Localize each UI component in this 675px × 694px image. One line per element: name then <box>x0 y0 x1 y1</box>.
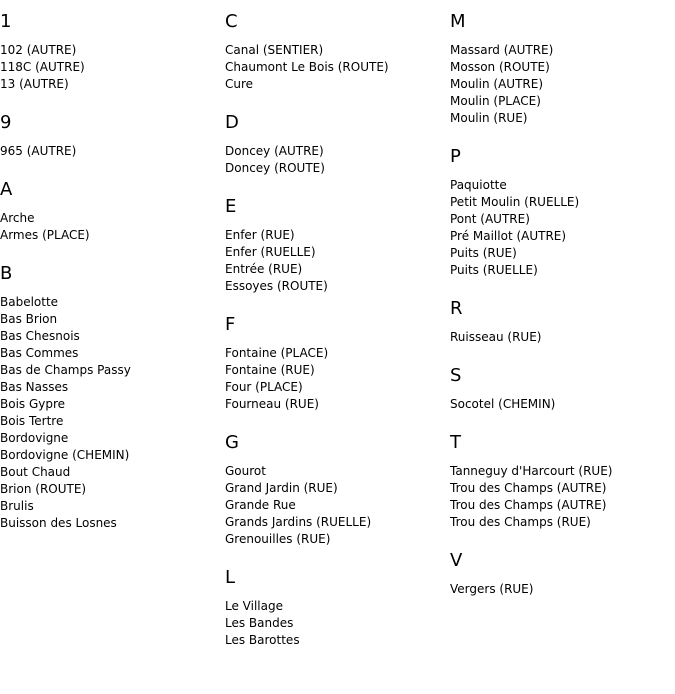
street-item[interactable]: Socotel (CHEMIN) <box>450 397 556 411</box>
street-item[interactable]: Trou des Champs (RUE) <box>450 515 591 529</box>
street-item[interactable]: Les Bandes <box>225 616 294 630</box>
letter-heading: D <box>225 112 239 133</box>
index-column-1 <box>0 10 225 550</box>
street-item[interactable]: Moulin (AUTRE) <box>450 77 543 91</box>
street-item[interactable]: Trou des Champs (AUTRE) <box>450 481 607 495</box>
street-item[interactable]: Pré Maillot (AUTRE) <box>450 229 567 243</box>
street-item[interactable]: Bas Nasses <box>0 380 69 394</box>
street-item[interactable]: Essoyes (ROUTE) <box>225 279 328 293</box>
street-item[interactable]: Arche <box>0 211 35 225</box>
letter-section <box>225 195 450 295</box>
street-item[interactable]: Moulin (PLACE) <box>450 94 541 108</box>
street-item[interactable]: Bas Commes <box>0 346 79 360</box>
letter-heading: F <box>225 314 236 335</box>
street-item[interactable]: Four (PLACE) <box>225 380 303 394</box>
street-item[interactable]: Ruisseau (RUE) <box>450 330 542 344</box>
street-item[interactable]: Mosson (ROUTE) <box>450 60 550 74</box>
street-item[interactable]: 13 (AUTRE) <box>0 77 69 91</box>
letter-heading: L <box>225 567 236 588</box>
street-item[interactable]: Grenouilles (RUE) <box>225 532 331 546</box>
street-item[interactable]: Brion (ROUTE) <box>0 482 87 496</box>
street-item[interactable]: Pont (AUTRE) <box>450 212 530 226</box>
street-item[interactable]: Bois Gypre <box>0 397 66 411</box>
street-item[interactable]: 118C (AUTRE) <box>0 60 85 74</box>
street-item[interactable]: Les Barottes <box>225 633 300 647</box>
street-item[interactable]: Vergers (RUE) <box>450 582 534 596</box>
index-column-3 <box>450 10 675 616</box>
letter-heading: A <box>0 179 13 200</box>
street-item[interactable]: Grande Rue <box>225 498 296 512</box>
street-item[interactable]: Puits (RUE) <box>450 246 517 260</box>
letter-heading: 9 <box>0 112 12 133</box>
street-item[interactable]: Moulin (RUE) <box>450 111 528 125</box>
letter-section <box>225 10 450 93</box>
street-item[interactable]: Le Village <box>225 599 283 613</box>
letter-heading: B <box>0 263 13 284</box>
letter-section <box>225 431 450 548</box>
street-item[interactable]: Canal (SENTIER) <box>225 43 324 57</box>
letter-heading: T <box>450 432 461 453</box>
street-item[interactable]: Grand Jardin (RUE) <box>225 481 338 495</box>
letter-section <box>225 313 450 413</box>
street-item[interactable]: Puits (RUELLE) <box>450 263 538 277</box>
letter-section <box>450 10 675 127</box>
letter-section <box>225 566 450 649</box>
street-item[interactable]: Entrée (RUE) <box>225 262 303 276</box>
street-item[interactable]: Bas Chesnois <box>0 329 80 343</box>
letter-section <box>0 10 225 93</box>
street-item[interactable]: Enfer (RUE) <box>225 228 295 242</box>
street-item[interactable]: Bordovigne <box>0 431 69 445</box>
letter-section <box>450 297 675 346</box>
street-item[interactable]: Fourneau (RUE) <box>225 397 319 411</box>
street-item[interactable]: Bout Chaud <box>0 465 71 479</box>
street-item[interactable]: Doncey (AUTRE) <box>225 144 324 158</box>
street-item[interactable]: Paquiotte <box>450 178 507 192</box>
letter-section <box>0 111 225 160</box>
street-item[interactable]: Bois Tertre <box>0 414 64 428</box>
street-item[interactable]: Cure <box>225 77 254 91</box>
street-item[interactable]: Petit Moulin (RUELLE) <box>450 195 580 209</box>
street-item[interactable]: Doncey (ROUTE) <box>225 161 325 175</box>
street-item[interactable]: Trou des Champs (AUTRE) <box>450 498 607 512</box>
street-item[interactable]: Armes (PLACE) <box>0 228 90 242</box>
street-item[interactable]: Brulis <box>0 499 34 513</box>
letter-heading: V <box>450 550 463 571</box>
letter-section <box>225 111 450 177</box>
street-item[interactable]: Bas de Champs Passy <box>0 363 131 377</box>
street-item[interactable]: Fontaine (PLACE) <box>225 346 329 360</box>
letter-section <box>450 145 675 279</box>
letter-heading: M <box>450 11 466 32</box>
letter-heading: 1 <box>0 11 12 32</box>
street-item[interactable]: Buisson des Losnes <box>0 516 117 530</box>
street-item[interactable]: 102 (AUTRE) <box>0 43 77 57</box>
street-item[interactable]: Gourot <box>225 464 266 478</box>
index-column-2 <box>225 10 450 667</box>
letter-section <box>450 364 675 413</box>
letter-heading: G <box>225 432 239 453</box>
street-item[interactable]: Massard (AUTRE) <box>450 43 554 57</box>
letter-heading: C <box>225 11 238 32</box>
street-item[interactable]: 965 (AUTRE) <box>0 144 77 158</box>
street-item[interactable]: Tanneguy d'Harcourt (RUE) <box>450 464 613 478</box>
street-item[interactable]: Bordovigne (CHEMIN) <box>0 448 130 462</box>
letter-section <box>450 431 675 531</box>
street-item[interactable]: Enfer (RUELLE) <box>225 245 316 259</box>
street-item[interactable]: Grands Jardins (RUELLE) <box>225 515 372 529</box>
letter-section <box>450 549 675 598</box>
letter-section <box>0 262 225 532</box>
letter-heading: P <box>450 146 461 167</box>
letter-section <box>0 178 225 244</box>
street-item[interactable]: Babelotte <box>0 295 59 309</box>
letter-heading: R <box>450 298 463 319</box>
street-item[interactable]: Fontaine (RUE) <box>225 363 315 377</box>
letter-heading: E <box>225 196 237 217</box>
street-item[interactable]: Chaumont Le Bois (ROUTE) <box>225 60 389 74</box>
street-item[interactable]: Bas Brion <box>0 312 58 326</box>
letter-heading: S <box>450 365 462 386</box>
